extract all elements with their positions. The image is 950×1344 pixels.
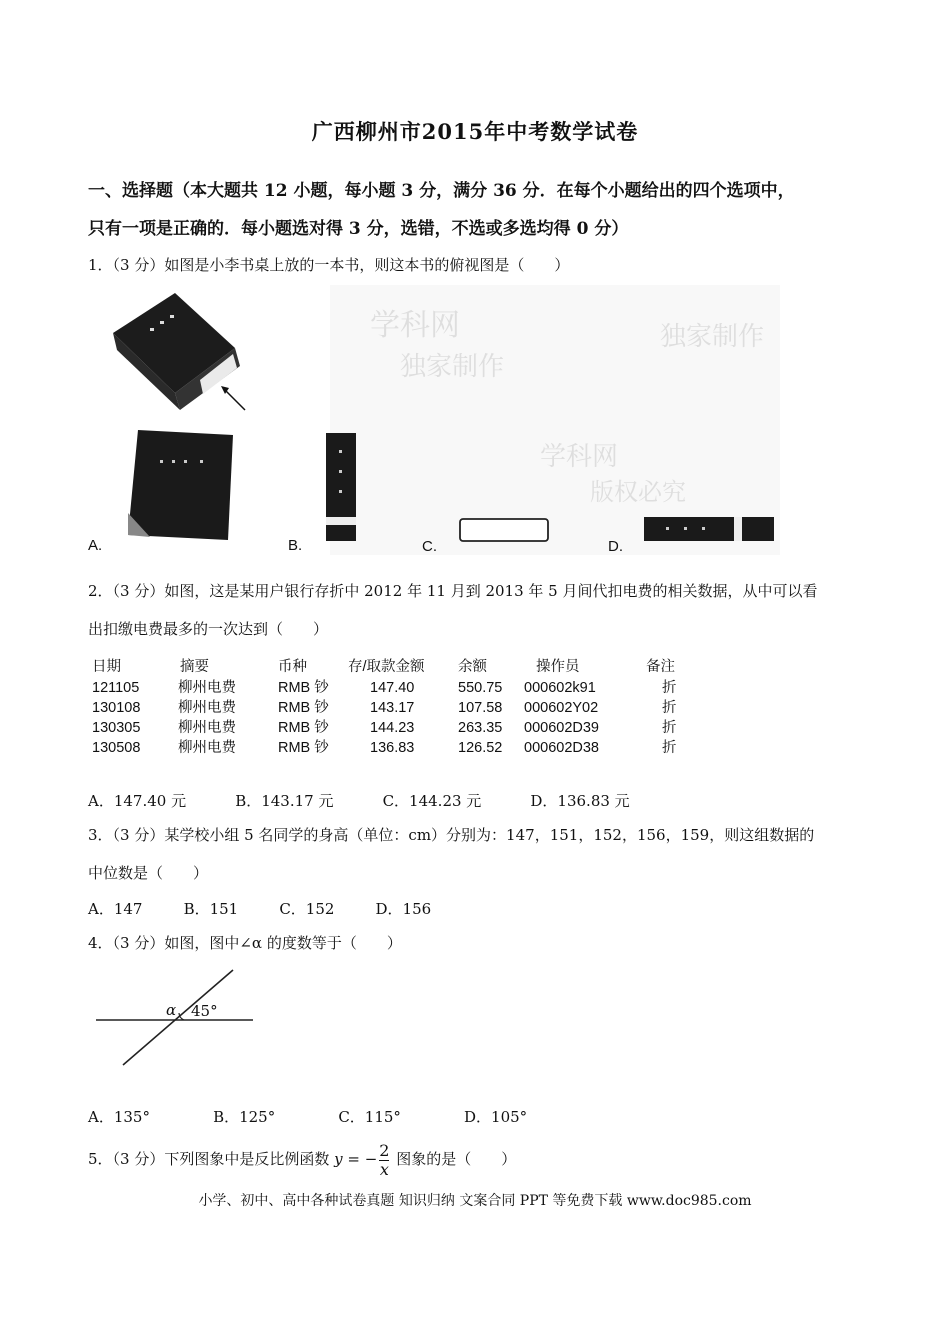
- option-d[interactable]: D．136.83 元: [530, 792, 630, 810]
- question-5-prefix: 5．（3 分）下列图象中是反比例函数: [88, 1150, 330, 1168]
- table-cell: RMB 钞: [278, 740, 329, 756]
- option-a-label: A.: [88, 537, 103, 554]
- table-cell: RMB 钞: [278, 720, 329, 736]
- table-cell: 107.58: [458, 700, 503, 716]
- table-cell: 126.52: [458, 740, 503, 756]
- option-a[interactable]: A．135°: [88, 1108, 150, 1126]
- option-a[interactable]: A．147: [88, 900, 143, 918]
- question-2-options: [88, 790, 674, 811]
- table-row: [88, 678, 681, 698]
- table-row: [88, 738, 681, 758]
- option-c-label: C.: [422, 538, 437, 555]
- table-cell: 130108: [92, 700, 141, 716]
- table-cell: 折: [662, 740, 677, 756]
- option-b[interactable]: B．151: [183, 900, 239, 918]
- option-c[interactable]: C．144.23 元: [382, 792, 482, 810]
- option-d[interactable]: D．105°: [464, 1108, 528, 1126]
- table-cell: 000602Y02: [524, 700, 599, 716]
- question-3-text-line1: 3．（3 分）某学校小组 5 名同学的身高（单位：cm）分别为：147，151，152，156，159，则这组数据的: [88, 826, 815, 844]
- watermark-text-1: 学科网: [370, 308, 460, 343]
- table-cell: 130508: [92, 740, 141, 756]
- bank-statement-table: [88, 656, 681, 758]
- option-b[interactable]: B．143.17 元: [235, 792, 334, 810]
- alpha-label: α: [166, 1001, 177, 1019]
- option-b-label: B.: [288, 537, 303, 554]
- angle-figure: [88, 965, 268, 1075]
- option-a-figure: [88, 425, 248, 555]
- table-cell: 折: [662, 700, 677, 716]
- question-5-suffix: 图象的是（ ）: [396, 1150, 517, 1168]
- option-d-figure: [606, 505, 776, 555]
- table-cell: 柳州电费: [178, 720, 236, 736]
- table-cell: 550.75: [458, 680, 503, 696]
- watermark-text-3: 学科网: [540, 442, 619, 472]
- formula-numerator: 2: [379, 1140, 390, 1160]
- table-cell: 折: [662, 680, 677, 696]
- watermark-text-4: 版权必究: [590, 478, 686, 506]
- watermark-text-5: 独家制作: [660, 322, 765, 352]
- table-header-note: 备注: [646, 659, 675, 675]
- watermark-text-2: 独家制作: [400, 352, 505, 382]
- table-cell: RMB 钞: [278, 700, 329, 716]
- table-row: [88, 698, 681, 718]
- formula-denominator: x: [379, 1159, 389, 1179]
- table-cell: 143.17: [370, 700, 415, 716]
- question-1-text: 1．（3 分）如图是小李书桌上放的一本书，则这本书的俯视图是（ ）: [88, 256, 570, 274]
- table-cell: RMB 钞: [278, 680, 329, 696]
- book-3d-figure: [105, 288, 285, 413]
- table-row: [88, 718, 681, 738]
- bank-statement-table-wrap: [88, 656, 681, 758]
- option-b-figure: [286, 425, 366, 555]
- table-cell: 130305: [92, 720, 141, 736]
- table-cell: 柳州电费: [178, 740, 236, 756]
- option-a[interactable]: A．147.40 元: [88, 792, 187, 810]
- table-cell: 263.35: [458, 720, 503, 736]
- question-2-text-line2: 出扣缴电费最多的一次达到（ ）: [88, 620, 329, 638]
- table-header-summary: 摘要: [180, 659, 209, 675]
- question-4-options: [88, 1106, 571, 1127]
- table-cell: 000602D38: [524, 740, 599, 756]
- option-b[interactable]: B．125°: [213, 1108, 276, 1126]
- page-footer: 小学、初中、高中各种试卷真题 知识归纳 文案合同 PPT 等免费下载 www.doc985.com: [198, 1193, 752, 1209]
- table-cell: 147.40: [370, 680, 415, 696]
- formula-lhs: y = −: [334, 1150, 378, 1168]
- option-c[interactable]: C．152: [279, 900, 335, 918]
- question-3-options: [88, 898, 475, 919]
- table-cell: 折: [662, 720, 677, 736]
- formula-fraction: [379, 1142, 389, 1179]
- question-5-text: [88, 1138, 516, 1180]
- option-d[interactable]: D．156: [375, 900, 432, 918]
- page-title: 广西柳州市2015年中考数学试卷: [311, 119, 639, 144]
- table-header-amount: 存/取款金额: [348, 659, 425, 675]
- table-cell: 柳州电费: [178, 680, 236, 696]
- option-c-figure: [420, 505, 560, 555]
- section-header-line2: 只有一项是正确的．每小题选对得 3 分，选错，不选或多选均得 0 分）: [88, 219, 629, 239]
- table-header-currency: 币种: [278, 659, 307, 675]
- table-header-operator: 操作员: [536, 659, 580, 675]
- table-cell: 000602D39: [524, 720, 599, 736]
- question-3-text-line2: 中位数是（ ）: [88, 864, 209, 882]
- question-4-text: 4．（3 分）如图，图中∠α 的度数等于（ ）: [88, 934, 402, 952]
- table-header-row: [88, 656, 681, 678]
- section-header-line1: 一、选择题（本大题共 12 小题，每小题 3 分，满分 36 分．在每个小题给出的四个选项中，: [88, 181, 795, 201]
- angle-45-label: 45°: [191, 1002, 218, 1020]
- table-header-date: 日期: [92, 659, 121, 675]
- table-header-balance: 余额: [458, 659, 487, 675]
- question-2-text-line1: 2．（3 分）如图，这是某用户银行存折中 2012 年 11 月到 2013 年 5 月间代扣电费的相关数据，从中可以看: [88, 582, 818, 600]
- table-cell: 000602k91: [524, 680, 596, 696]
- option-d-label: D.: [608, 538, 623, 555]
- table-cell: 144.23: [370, 720, 415, 736]
- table-cell: 136.83: [370, 740, 415, 756]
- option-c[interactable]: C．115°: [338, 1108, 401, 1126]
- table-cell: 121105: [92, 680, 140, 696]
- table-cell: 柳州电费: [178, 700, 236, 716]
